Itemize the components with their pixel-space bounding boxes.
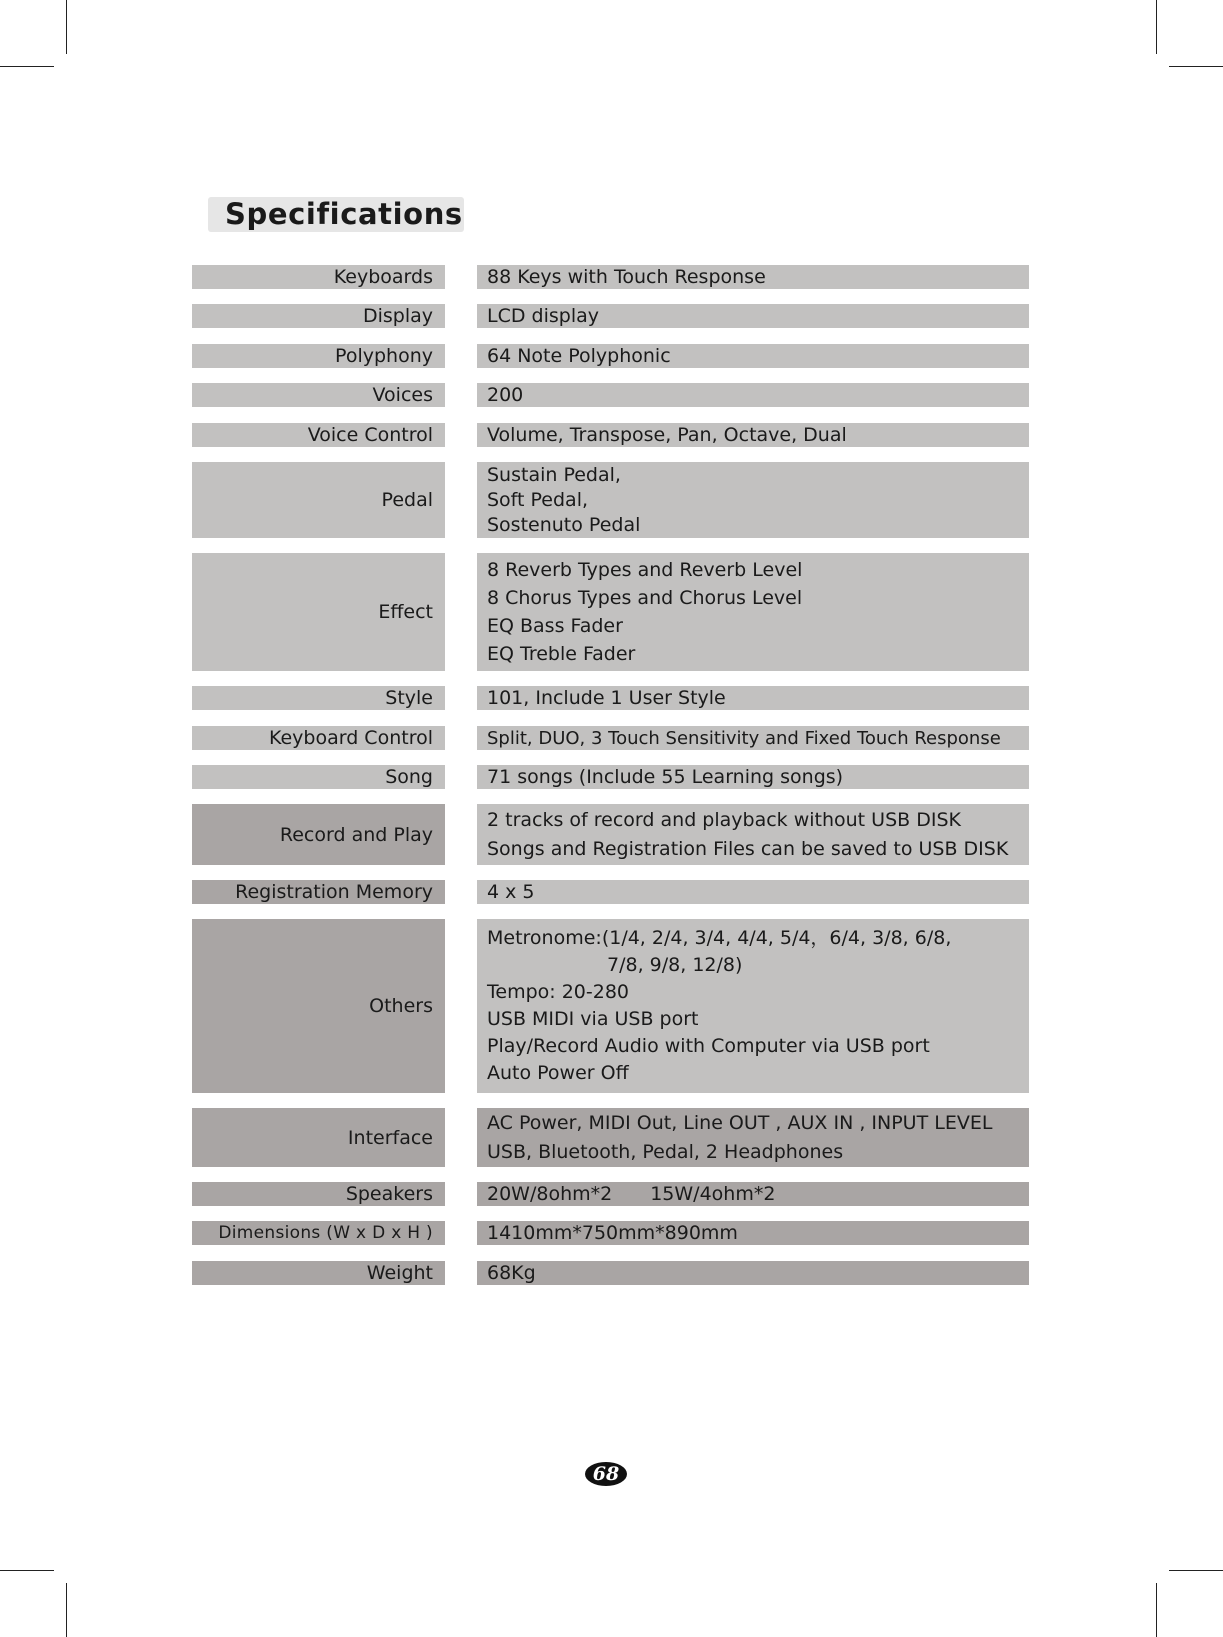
spec-row-record-and-play bbox=[0, 804, 1223, 865]
crop-mark bbox=[1169, 66, 1223, 67]
speaker-spec-1: 20W/8ohm*2 bbox=[487, 1183, 613, 1205]
spec-value bbox=[477, 462, 1029, 538]
spec-value bbox=[477, 765, 1029, 789]
spec-value-line: Volume, Transpose, Pan, Octave, Dual bbox=[487, 424, 847, 446]
spec-value-line bbox=[487, 1183, 1029, 1205]
spec-label: Others bbox=[192, 919, 445, 1093]
spec-value-line: USB MIDI via USB port bbox=[487, 1008, 699, 1030]
spec-value-line: 64 Note Polyphonic bbox=[487, 345, 671, 367]
spec-value-line: 200 bbox=[487, 384, 524, 406]
spec-label: Polyphony bbox=[192, 344, 445, 368]
crop-mark bbox=[1156, 0, 1157, 54]
spec-row-song bbox=[0, 765, 1223, 789]
spec-label: Voices bbox=[192, 383, 445, 407]
spec-value bbox=[477, 1261, 1029, 1285]
spec-value-line: 101, Include 1 User Style bbox=[487, 687, 726, 709]
crop-mark bbox=[1169, 1570, 1223, 1571]
spec-row-keyboards bbox=[0, 265, 1223, 289]
spec-value-line: Songs and Registration Files can be saved to USB DISK bbox=[487, 837, 1009, 860]
spec-label: Keyboards bbox=[192, 265, 445, 289]
speaker-spec-2: 15W/4ohm*2 bbox=[650, 1183, 776, 1205]
page-title: Specifications bbox=[208, 197, 464, 232]
spec-value bbox=[477, 726, 1029, 750]
spec-label: Registration Memory bbox=[192, 880, 445, 904]
spec-value-line: Sostenuto Pedal bbox=[487, 513, 641, 536]
spec-value bbox=[477, 880, 1029, 904]
spec-label: Effect bbox=[192, 553, 445, 671]
spec-label: Pedal bbox=[192, 462, 445, 538]
spec-value-line: 71 songs (Include 55 Learning songs) bbox=[487, 766, 844, 788]
spec-value-line: 7/8, 9/8, 12/8) bbox=[607, 954, 743, 976]
spec-value-line: USB, Bluetooth, Pedal, 2 Headphones bbox=[487, 1140, 844, 1163]
spec-label: Record and Play bbox=[192, 804, 445, 865]
spec-label: Display bbox=[192, 304, 445, 328]
crop-mark bbox=[66, 0, 67, 54]
spec-row-style bbox=[0, 686, 1223, 710]
spec-row-registration-memory bbox=[0, 880, 1223, 904]
spec-label: Style bbox=[192, 686, 445, 710]
spec-row-interface bbox=[0, 1108, 1223, 1167]
spec-value-line: 4 x 5 bbox=[487, 881, 535, 903]
crop-mark bbox=[1156, 1583, 1157, 1637]
spec-label: Speakers bbox=[192, 1182, 445, 1206]
spec-value-line: LCD display bbox=[487, 305, 599, 327]
page-number: 68 bbox=[585, 1462, 627, 1486]
spec-value bbox=[477, 1108, 1029, 1167]
spec-value-line: Soft Pedal, bbox=[487, 488, 589, 511]
spec-row-weight bbox=[0, 1261, 1223, 1285]
spec-value bbox=[477, 383, 1029, 407]
spec-row-voice-control bbox=[0, 423, 1223, 447]
spec-row-display bbox=[0, 304, 1223, 328]
spec-row-speakers bbox=[0, 1182, 1223, 1206]
spec-value bbox=[477, 265, 1029, 289]
spec-value bbox=[477, 423, 1029, 447]
spec-value-line: Auto Power Off bbox=[487, 1062, 629, 1084]
spec-row-pedal bbox=[0, 462, 1223, 538]
spec-row-polyphony bbox=[0, 344, 1223, 368]
spec-value-line: 1410mm*750mm*890mm bbox=[487, 1222, 738, 1244]
spec-value bbox=[477, 304, 1029, 328]
spec-value-line: Tempo: 20-280 bbox=[487, 981, 629, 1003]
spec-value-line: EQ Treble Fader bbox=[487, 643, 636, 665]
spec-value bbox=[477, 1182, 1029, 1206]
spec-value-line: Metronome:(1/4, 2/4, 3/4, 4/4, 5/4，6/4, 3/8, 6/8, bbox=[487, 927, 952, 949]
crop-mark bbox=[0, 1570, 54, 1571]
spec-value bbox=[477, 344, 1029, 368]
spec-value-line: AC Power, MIDI Out, Line OUT , AUX IN , INPUT LEVEL bbox=[487, 1111, 993, 1134]
spec-label: Song bbox=[192, 765, 445, 789]
spec-value bbox=[477, 919, 1029, 1093]
spec-label: Keyboard Control bbox=[192, 726, 445, 750]
spec-value-line: 2 tracks of record and playback without USB DISK bbox=[487, 808, 961, 831]
spec-value bbox=[477, 804, 1029, 865]
spec-label: Voice Control bbox=[192, 423, 445, 447]
spec-value-line: 8 Chorus Types and Chorus Level bbox=[487, 587, 803, 609]
spec-value bbox=[477, 553, 1029, 671]
spec-value-line: 8 Reverb Types and Reverb Level bbox=[487, 559, 803, 581]
spec-label: Weight bbox=[192, 1261, 445, 1285]
spec-value-line: EQ Bass Fader bbox=[487, 615, 623, 637]
spec-row-voices bbox=[0, 383, 1223, 407]
spec-row-keyboard-control bbox=[0, 726, 1223, 750]
spec-value-line: Split, DUO, 3 Touch Sensitivity and Fixed Touch Response bbox=[487, 727, 1001, 749]
spec-label: Interface bbox=[192, 1108, 445, 1167]
spec-value-line: 68Kg bbox=[487, 1262, 536, 1284]
spec-value-line: Play/Record Audio with Computer via USB port bbox=[487, 1035, 930, 1057]
spec-row-effect bbox=[0, 553, 1223, 671]
spec-label: Dimensions (W x D x H ) bbox=[192, 1221, 445, 1245]
spec-value-line: Sustain Pedal, bbox=[487, 463, 621, 486]
crop-mark bbox=[66, 1583, 67, 1637]
spec-row-others bbox=[0, 919, 1223, 1093]
spec-value-line: 88 Keys with Touch Response bbox=[487, 266, 766, 288]
spec-row-dimensions bbox=[0, 1221, 1223, 1245]
crop-mark bbox=[0, 66, 54, 67]
spec-value bbox=[477, 1221, 1029, 1245]
spec-value bbox=[477, 686, 1029, 710]
